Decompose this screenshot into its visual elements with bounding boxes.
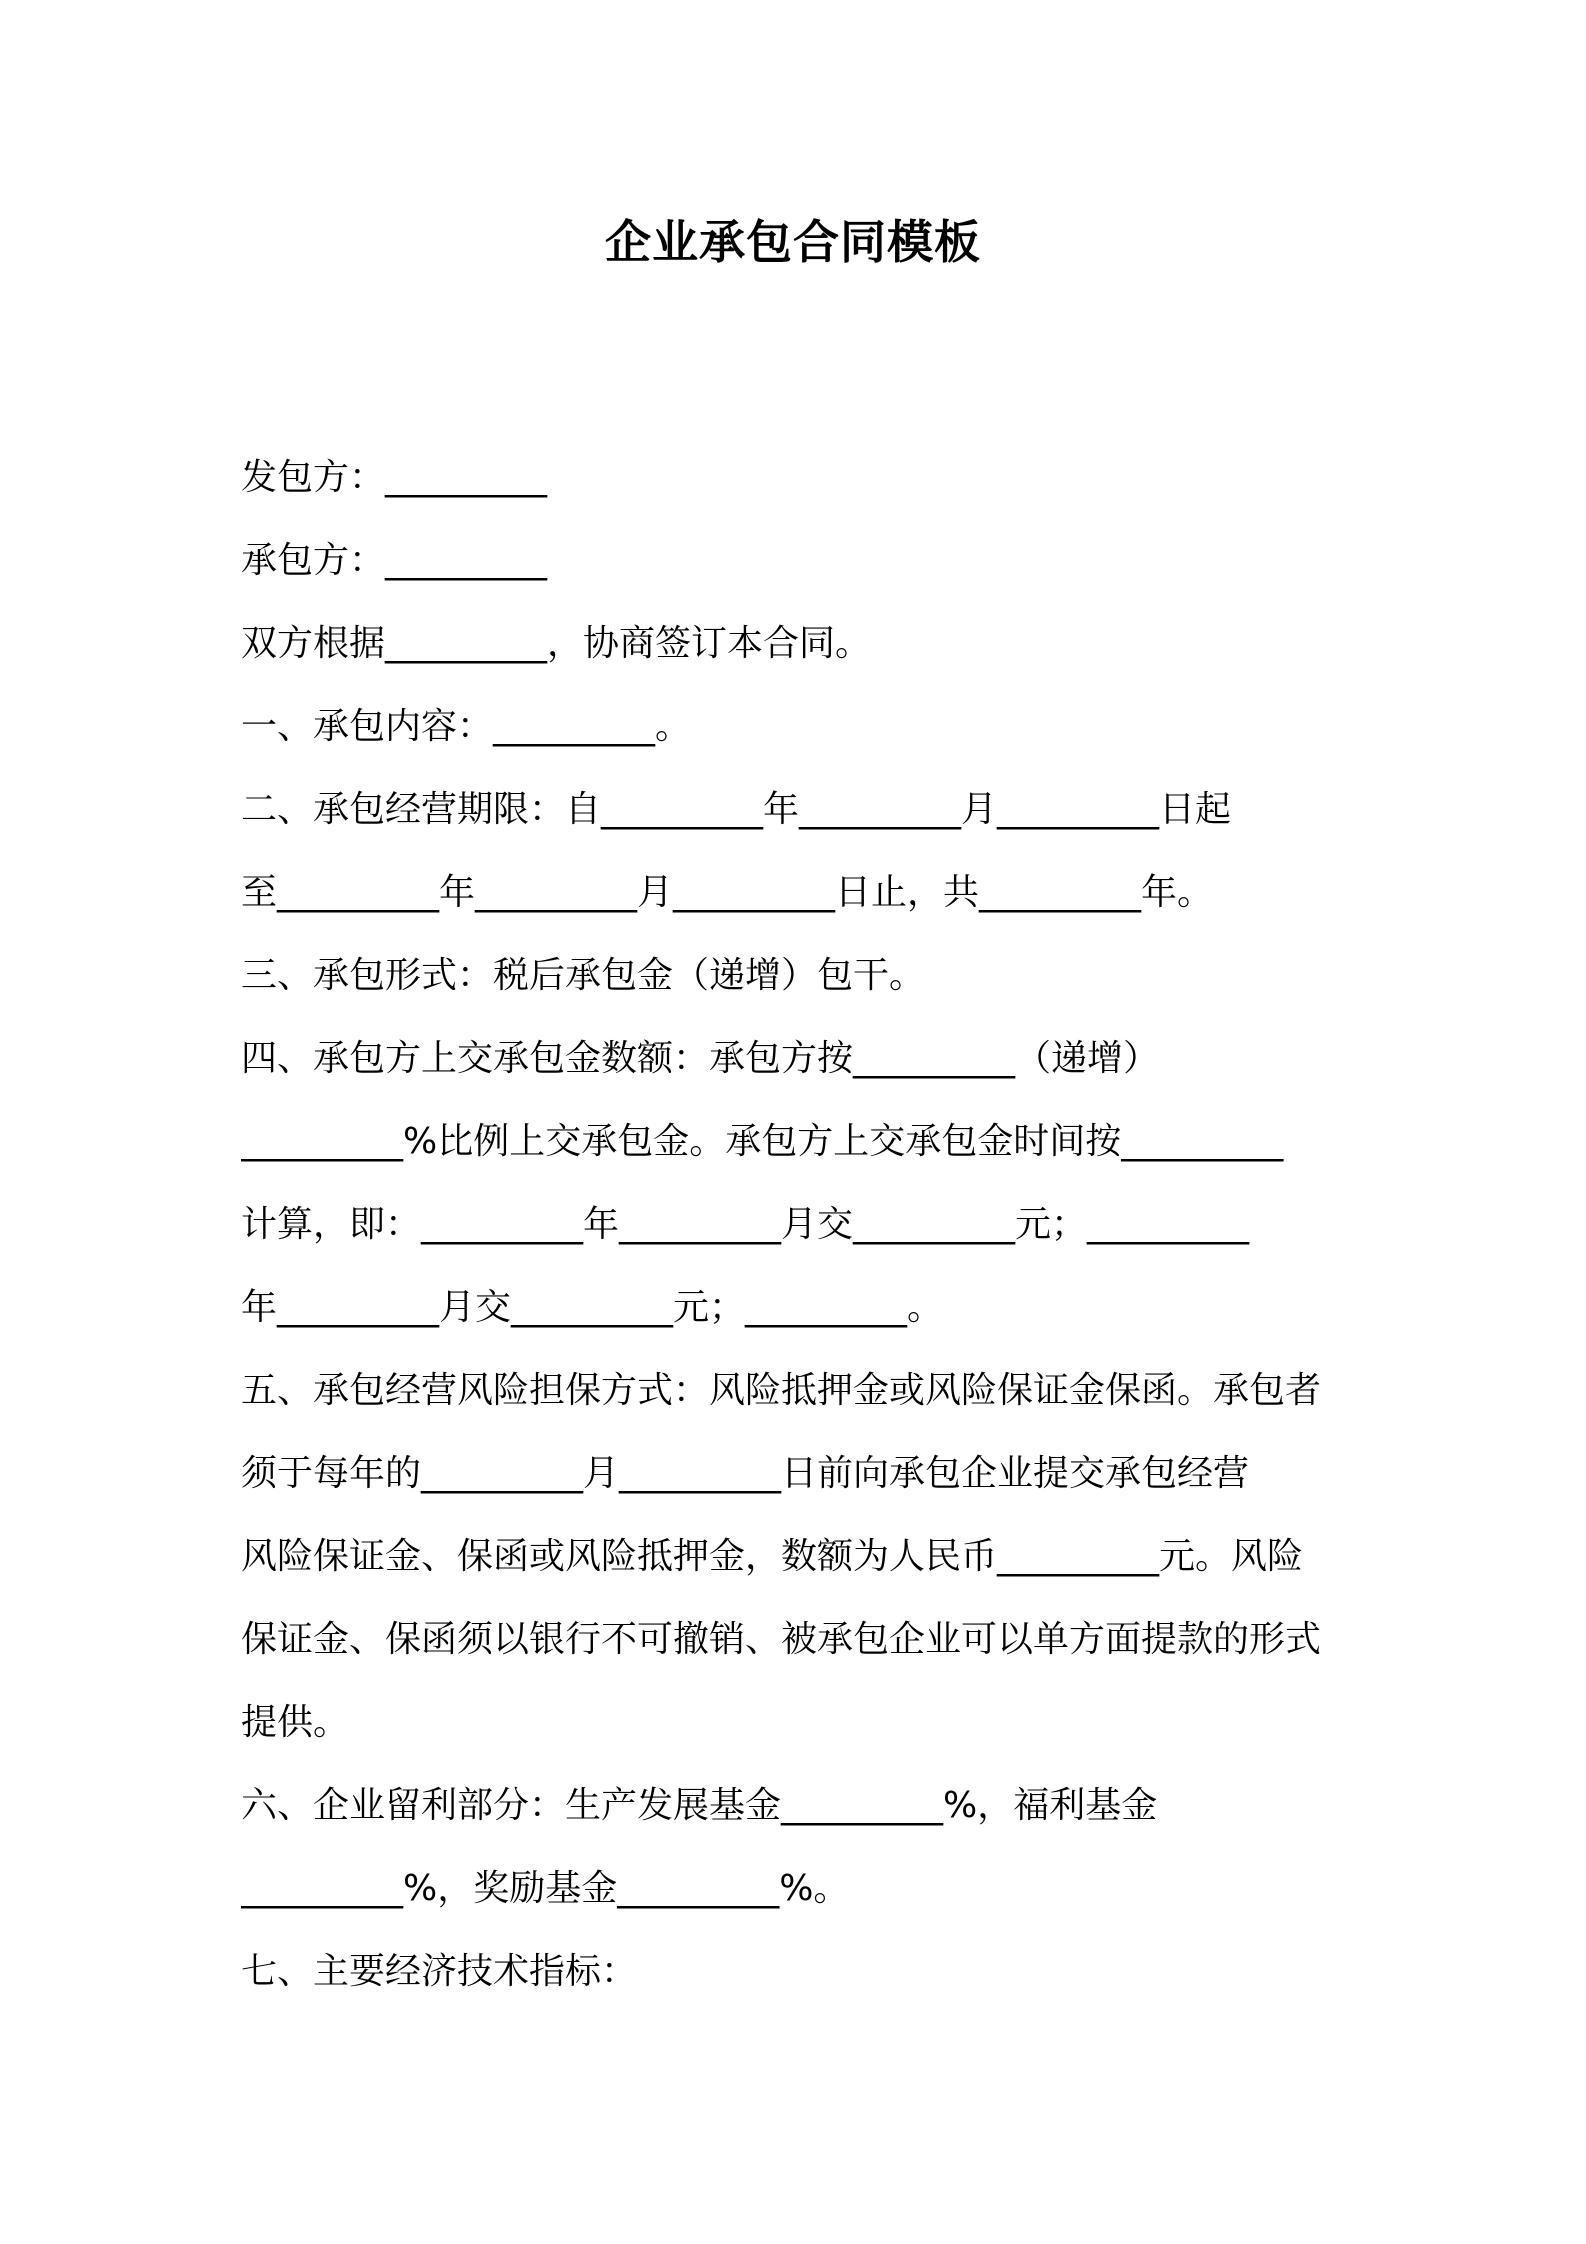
clause-7-line: 七、主要经济技术指标： <box>241 1951 638 1992</box>
clause-5-line-5: 提供。 <box>241 1702 350 1743</box>
clause-4-line-2: _________%比例上交承包金。承包方上交承包金时间按_________ <box>241 1121 1284 1162</box>
clause-4-line-4: 年_________月交_________元；_________。 <box>241 1287 943 1328</box>
party-b-line: 承包方：_________ <box>241 540 548 581</box>
clause-4-line-1: 四、承包方上交承包金数额：承包方按_________（递增） <box>241 1038 1160 1079</box>
clause-2-line-2: 至_________年_________月_________日止，共_________年。 <box>241 872 1214 913</box>
clause-6-line-1: 六、企业留利部分：生产发展基金_________%，福利基金 <box>241 1785 1158 1826</box>
clause-5-line-4: 保证金、保函须以银行不可撤销、被承包企业可以单方面提款的形式 <box>241 1619 1322 1660</box>
clause-6-line-2: _________%，奖励基金_________%。 <box>241 1868 850 1909</box>
clause-5-line-3: 风险保证金、保函或风险抵押金，数额为人民币_________元。风险 <box>241 1536 1304 1577</box>
clause-5-line-1: 五、承包经营风险担保方式：风险抵押金或风险保证金保函。承包者 <box>241 1370 1322 1411</box>
clause-4-line-3: 计算，即：_________年_________月交_________元；_________ <box>241 1204 1250 1245</box>
basis-line: 双方根据_________，协商签订本合同。 <box>241 623 872 664</box>
clause-3-line: 三、承包形式：税后承包金（递增）包干。 <box>241 955 926 996</box>
party-a-line: 发包方：_________ <box>241 457 548 498</box>
clause-1-line: 一、承包内容：_________。 <box>241 706 692 747</box>
clause-2-line-1: 二、承包经营期限：自_________年_________月_________日起 <box>241 789 1232 830</box>
document-title: 企业承包合同模板 <box>605 215 981 269</box>
clause-5-line-2: 须于每年的_________月_________日前向承包企业提交承包经营 <box>241 1453 1250 1494</box>
